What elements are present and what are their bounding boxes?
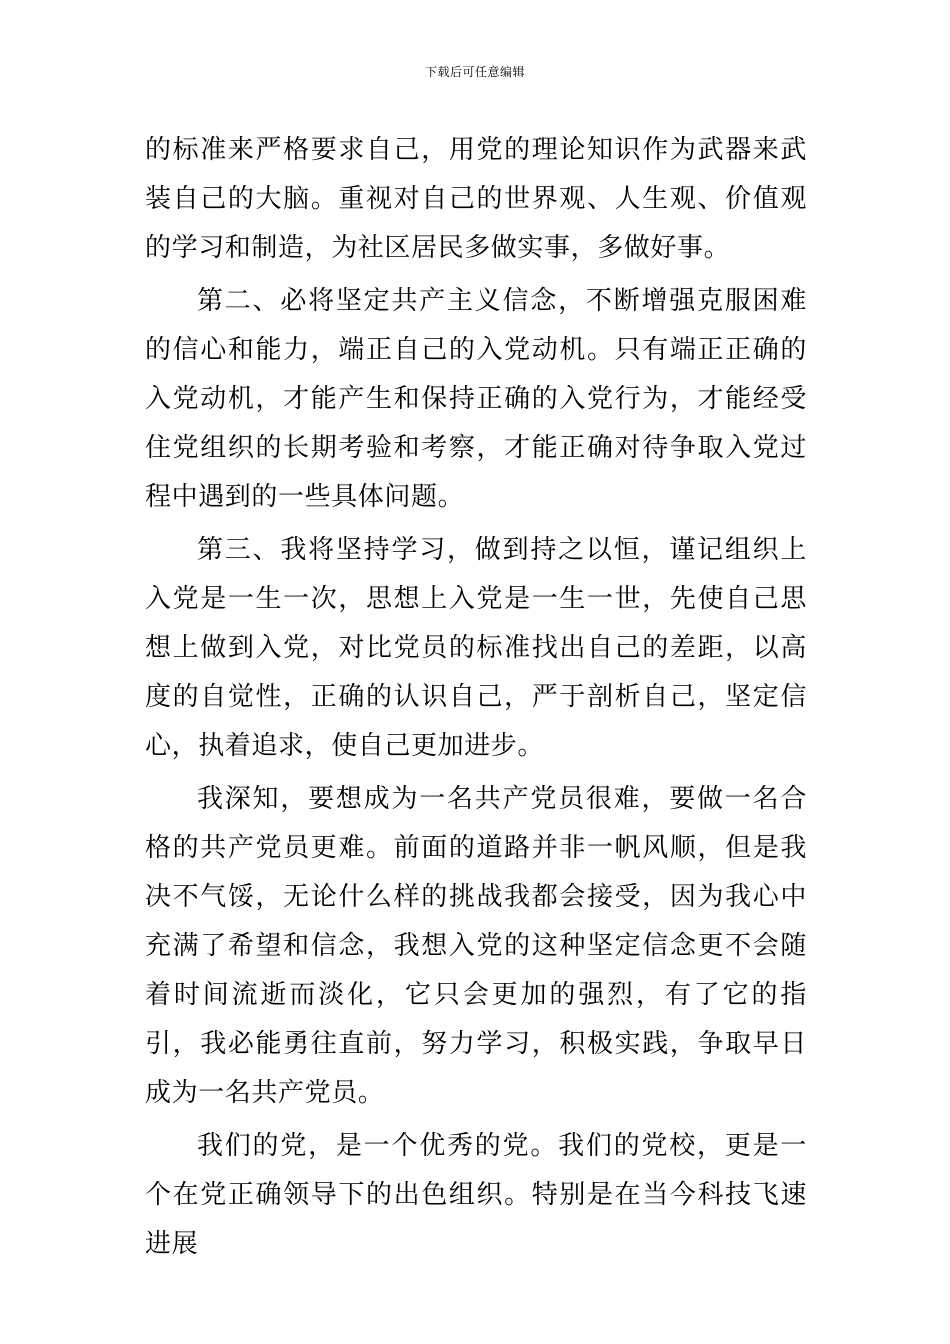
paragraph-1: 的标准来严格要求自己，用党的理论知识作为武器来武装自己的大脑。重视对自己的世界观、人生观、价值观的学习和制造，为社区居民多做实事，多做好事。 <box>145 135 807 263</box>
paragraph-4: 我深知，要想成为一名共产党员很难，要做一名合格的共产党员更难。前面的道路并非一帆风顺，但是我决不气馁，无论什么样的挑战我都会接受，因为我心中充满了希望和信念，我想入党的这种坚定信念更不会随着时间流逝而淡化，它只会更加的强烈，有了它的指引，我必能勇往直前，努力学习，积极实践，争取早日成为一名共产党员。 <box>145 784 807 1108</box>
paragraph-3: 第三、我将坚持学习，做到持之以恒，谨记组织上入党是一生一次，思想上入党是一生一世，先使自己思想上做到入党，对比党员的标准找出自己的差距，以高度的自觉性，正确的认识自己，严于剖析自己，坚定信心，执着追求，使自己更加进步。 <box>145 535 807 761</box>
paragraph-2: 第二、必将坚定共产主义信念，不断增强克服困难的信心和能力，端正自己的入党动机。只有端正正确的入党动机，才能产生和保持正确的入党行为，才能经受住党组织的长期考验和考察，才能正确对待争取入党过程中遇到的一些具体问题。 <box>145 286 807 512</box>
header-note: 下载后可任意编辑 <box>424 65 525 79</box>
body-text <box>145 126 807 1269</box>
paragraph-5: 我们的党，是一个优秀的党。我们的党校，更是一个在党正确领导下的出色组织。特别是在当今科技飞速进展 <box>145 1131 807 1259</box>
